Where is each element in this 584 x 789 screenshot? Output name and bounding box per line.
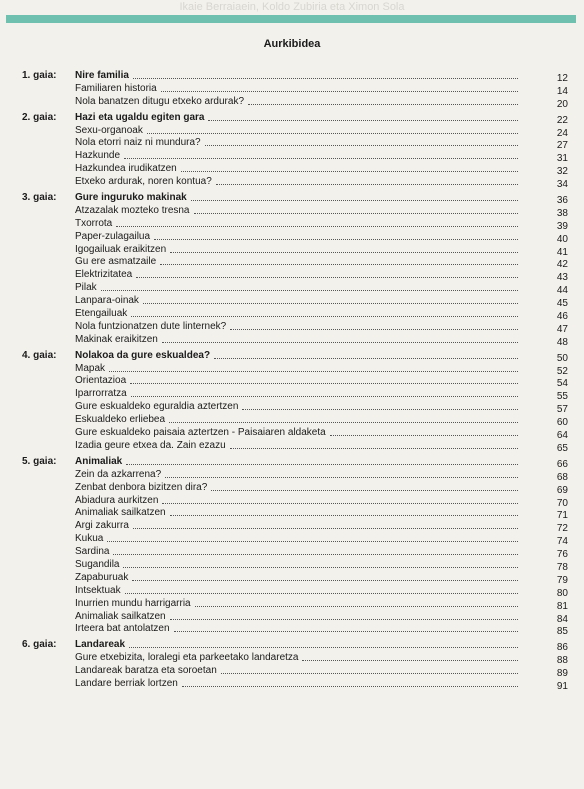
toc-entry-row	[0, 163, 584, 176]
toc-entry-row	[0, 256, 584, 269]
entry-title: Nola funtzionatzen dute linternek?	[75, 320, 227, 332]
chapter-title: Animaliak	[75, 455, 123, 467]
page-number: 60	[556, 417, 568, 429]
dot-leader	[123, 567, 518, 568]
entry-title: Paper-zulagailua	[75, 230, 151, 242]
dot-leader	[165, 477, 518, 478]
entry-title: Irteera bat antolatzen	[75, 623, 170, 635]
chapter-number: 3. gaia:	[22, 192, 57, 204]
chapter-number: 4. gaia:	[22, 349, 57, 361]
dot-leader	[136, 277, 518, 278]
dot-leader	[330, 435, 518, 436]
entry-title: Kukua	[75, 533, 104, 545]
toc-entry-row	[0, 585, 584, 598]
page-number: 42	[556, 259, 568, 271]
dot-leader	[162, 503, 518, 504]
toc-chapter-row	[0, 112, 584, 125]
toc-entry-row	[0, 295, 584, 308]
page-number: 44	[556, 285, 568, 297]
entry-title: Etxeko ardurak, noren kontua?	[75, 176, 212, 188]
toc-entry-row	[0, 665, 584, 678]
page-number: 27	[556, 140, 568, 152]
page-number: 45	[556, 298, 568, 310]
page-number: 86	[556, 642, 568, 654]
page-number: 39	[556, 220, 568, 232]
entry-title: Nola etorri naiz ni mundura?	[75, 137, 201, 149]
entry-title: Sexu-organoak	[75, 124, 143, 136]
page-number: 84	[556, 613, 568, 625]
dot-leader	[125, 593, 518, 594]
header-band	[6, 15, 576, 23]
entry-title: Etengailuak	[75, 308, 128, 320]
toc-chapter-row	[0, 70, 584, 83]
toc-entry-row	[0, 83, 584, 96]
toc-chapter-row	[0, 350, 584, 363]
page-number: 43	[556, 272, 568, 284]
dot-leader	[205, 145, 518, 146]
dot-leader	[143, 303, 518, 304]
toc-entry-row	[0, 321, 584, 334]
toc-entry-row	[0, 495, 584, 508]
toc-entry-row	[0, 469, 584, 482]
dot-leader	[130, 383, 518, 384]
toc-entry-row	[0, 678, 584, 691]
entry-title: Zenbat denbora bizitzen dira?	[75, 481, 208, 493]
entry-title: Inurrien mundu harrigarria	[75, 597, 191, 609]
running-header: Ikaie Berraiaein, Koldo Zubiria eta Ximon Sola	[179, 1, 405, 13]
page-number: 41	[556, 246, 568, 258]
dot-leader	[248, 104, 518, 105]
page-number: 20	[556, 98, 568, 110]
page-number: 48	[556, 336, 568, 348]
toc-entry-row	[0, 150, 584, 163]
page-number: 40	[556, 233, 568, 245]
toc-entry-row	[0, 205, 584, 218]
dot-leader	[132, 580, 518, 581]
entry-title: Gu ere asmatzaile	[75, 256, 157, 268]
dot-leader	[133, 528, 518, 529]
toc-chapter-row	[0, 456, 584, 469]
toc-entry-row	[0, 375, 584, 388]
entry-title: Txorrota	[75, 217, 113, 229]
page-number: 46	[556, 311, 568, 323]
dot-leader	[211, 490, 518, 491]
dot-leader	[126, 464, 518, 465]
toc-entry-row	[0, 559, 584, 572]
entry-title: Gure etxebizita, loralegi eta parkeetako landaretza	[75, 652, 299, 664]
dot-leader	[208, 120, 518, 121]
entry-title: Pilak	[75, 282, 97, 294]
chapter-number: 1. gaia:	[22, 70, 57, 81]
dot-leader	[161, 91, 518, 92]
toc-entry-row	[0, 244, 584, 257]
page-number: 36	[556, 195, 568, 207]
toc-entry-row	[0, 401, 584, 414]
dot-leader	[133, 78, 518, 79]
toc-entry-row	[0, 507, 584, 520]
page-number: 81	[556, 600, 568, 612]
dot-leader	[129, 647, 518, 648]
page-number: 68	[556, 471, 568, 483]
entry-title: Gure eskualdeko eguraldia aztertzen	[75, 401, 239, 413]
page-number: 70	[556, 497, 568, 509]
entry-title: Sugandila	[75, 558, 120, 570]
entry-title: Igogailuak eraikitzen	[75, 243, 167, 255]
dot-leader	[109, 371, 518, 372]
toc-entry-row	[0, 282, 584, 295]
chapter-number: 2. gaia:	[22, 111, 57, 123]
toc-entry-row	[0, 623, 584, 636]
dot-leader	[170, 252, 518, 253]
entry-title: Izadia geure etxea da. Zain ezazu	[75, 439, 226, 451]
page-number: 32	[556, 166, 568, 178]
entry-title: Gure eskualdeko paisaia aztertzen - Paisaiaren aldaketa	[75, 427, 326, 439]
dot-leader	[160, 264, 518, 265]
dot-leader	[230, 329, 518, 330]
page-number: 80	[556, 587, 568, 599]
chapter-title: Landareak	[75, 639, 126, 651]
page-title: Aurkibidea	[263, 38, 321, 50]
dot-leader	[131, 396, 518, 397]
dot-leader	[131, 316, 518, 317]
toc-entry-row	[0, 388, 584, 401]
chapter-title: Hazi eta ugaldu egiten gara	[75, 111, 205, 123]
toc-entry-row	[0, 440, 584, 453]
dot-leader	[169, 422, 518, 423]
page-number: 76	[556, 549, 568, 561]
entry-title: Abiadura aurkitzen	[75, 494, 159, 506]
page-number: 24	[556, 127, 568, 139]
toc-entry-row	[0, 218, 584, 231]
dot-leader	[154, 239, 518, 240]
dot-leader	[221, 673, 518, 674]
entry-title: Zein da azkarrena?	[75, 468, 162, 480]
entry-title: Orientazioa	[75, 375, 127, 387]
page-number: 38	[556, 207, 568, 219]
dot-leader	[181, 171, 518, 172]
entry-title: Zapaburuak	[75, 571, 129, 583]
toc-entry-row	[0, 231, 584, 244]
entry-title: Argi zakurra	[75, 520, 129, 532]
dot-leader	[124, 158, 518, 159]
dot-leader	[170, 515, 518, 516]
dot-leader	[174, 631, 518, 632]
page-number: 78	[556, 561, 568, 573]
toc-entry-row	[0, 176, 584, 189]
entry-title: Mapak	[75, 362, 106, 374]
entry-title: Iparrorratza	[75, 388, 127, 400]
page-number: 71	[556, 510, 568, 522]
entry-title: Landare berriak lortzen	[75, 677, 178, 689]
page-number: 55	[556, 391, 568, 403]
page-number: 22	[556, 114, 568, 126]
toc-entry-row	[0, 308, 584, 321]
page-number: 69	[556, 484, 568, 496]
toc-entry-row	[0, 598, 584, 611]
page-number: 74	[556, 536, 568, 548]
toc-entry-row	[0, 520, 584, 533]
page-number: 34	[556, 179, 568, 191]
entry-title: Animaliak sailkatzen	[75, 610, 166, 622]
chapter-title: Nolakoa da gure eskualdea?	[75, 349, 211, 361]
entry-title: Sardina	[75, 546, 110, 558]
toc-entry-row	[0, 334, 584, 347]
toc-entry-row	[0, 652, 584, 665]
dot-leader	[195, 606, 518, 607]
toc-entry-row	[0, 611, 584, 624]
toc-entry-row	[0, 269, 584, 282]
page-number: 85	[556, 626, 568, 638]
dot-leader	[107, 541, 518, 542]
dot-leader	[162, 342, 518, 343]
page-number: 64	[556, 430, 568, 442]
entry-title: Lanpara-oinak	[75, 295, 139, 307]
dot-leader	[182, 686, 518, 687]
toc-chapter-row	[0, 192, 584, 205]
entry-title: Familiaren historia	[75, 82, 157, 94]
entry-title: Animaliak sailkatzen	[75, 507, 166, 519]
dot-leader	[214, 358, 518, 359]
page-number: 65	[556, 442, 568, 454]
chapter-title: Gure inguruko makinak	[75, 192, 187, 204]
page-number: 52	[556, 365, 568, 377]
dot-leader	[116, 226, 518, 227]
entry-title: Elektrizitatea	[75, 269, 133, 281]
toc-entry-row	[0, 427, 584, 440]
dot-leader	[216, 184, 518, 185]
toc-entry-row	[0, 137, 584, 150]
page-number: 12	[556, 73, 568, 84]
page-number: 50	[556, 352, 568, 364]
dot-leader	[113, 554, 518, 555]
entry-title: Nola banatzen ditugu etxeko ardurak?	[75, 95, 245, 107]
entry-title: Makinak eraikitzen	[75, 333, 158, 345]
page-number: 88	[556, 655, 568, 667]
toc-entry-row	[0, 125, 584, 138]
page-number: 31	[556, 153, 568, 165]
dot-leader	[191, 200, 518, 201]
toc-entry-row	[0, 414, 584, 427]
page-number: 91	[556, 680, 568, 692]
page-number: 47	[556, 323, 568, 335]
page-number: 79	[556, 574, 568, 586]
toc-entry-row	[0, 363, 584, 376]
dot-leader	[230, 448, 518, 449]
page-number: 89	[556, 668, 568, 680]
toc-entry-row	[0, 482, 584, 495]
dot-leader	[194, 213, 518, 214]
dot-leader	[242, 409, 518, 410]
entry-title: Landareak baratza eta soroetan	[75, 665, 217, 677]
chapter-number: 5. gaia:	[22, 455, 57, 467]
dot-leader	[147, 133, 518, 134]
entry-title: Eskualdeko erliebea	[75, 414, 166, 426]
page-number: 57	[556, 404, 568, 416]
toc-chapter-row	[0, 639, 584, 652]
toc-entry-row	[0, 572, 584, 585]
dot-leader	[170, 619, 518, 620]
chapter-title: Nire familia	[75, 70, 129, 81]
page-number: 66	[556, 458, 568, 470]
entry-title: Intsektuak	[75, 584, 121, 596]
dot-leader	[101, 290, 518, 291]
chapter-number: 6. gaia:	[22, 639, 57, 651]
dot-leader	[302, 660, 518, 661]
toc-entry-row	[0, 533, 584, 546]
entry-title: Atzazalak mozteko tresna	[75, 204, 190, 216]
page-number: 14	[556, 85, 568, 97]
table-of-contents	[0, 70, 584, 691]
toc-entry-row	[0, 96, 584, 109]
toc-entry-row	[0, 546, 584, 559]
page-number: 72	[556, 523, 568, 535]
page-number: 54	[556, 378, 568, 390]
entry-title: Hazkunde	[75, 150, 121, 162]
entry-title: Hazkundea irudikatzen	[75, 163, 177, 175]
